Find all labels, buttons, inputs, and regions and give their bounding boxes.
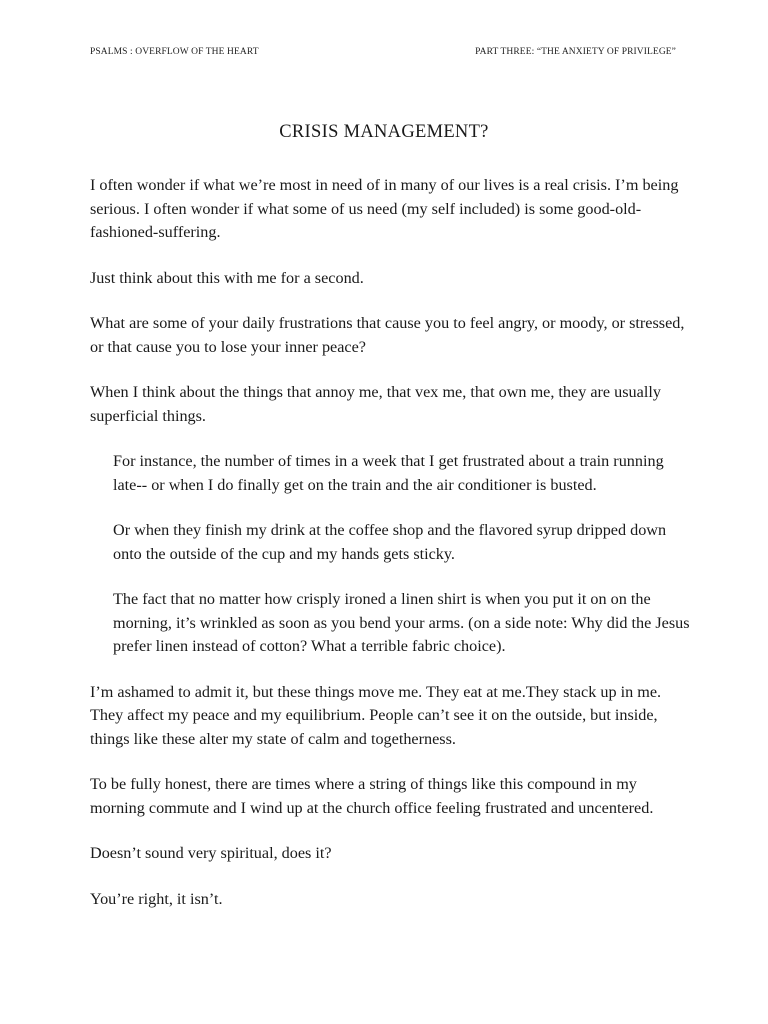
paragraph: I’m ashamed to admit it, but these things move me. They eat at me.They stack up in me. They affect my peace and my equilibrium. People can’t see it on the outside, but inside, things like these alter my state of calm and togetherness. <box>90 682 662 748</box>
paragraph: When I think about the things that annoy me, that vex me, that own me, they are usually superficial things. <box>90 383 661 425</box>
page-title: CRISIS MANAGEMENT? <box>279 122 489 142</box>
running-header-right: PART THREE: “THE ANXIETY OF PRIVILEGE” <box>475 47 676 57</box>
indented-paragraph: The fact that no matter how crisply ironed a linen shirt is when you put it on on the morning, it’s wrinkled as soon as you bend your arms. (on a side note: Why did the Jesus prefer linen instead of cotton? What a terrible fabric choice). <box>113 590 690 655</box>
paragraph: Just think about this with me for a second. <box>90 268 364 287</box>
running-header-left: PSALMS : OVERFLOW OF THE HEART <box>90 47 259 57</box>
indented-paragraph: Or when they finish my drink at the coffee shop and the flavored syrup dripped down onto the outside of the cup and my hands gets sticky. <box>113 521 667 563</box>
paragraph: To be fully honest, there are times where a string of things like this compound in my morning commute and I wind up at the church office feeling frustrated and uncentered. <box>90 775 654 817</box>
paragraph: You’re right, it isn’t. <box>90 889 223 908</box>
body-text <box>90 174 690 933</box>
paragraph: I often wonder if what we’re most in need of in many of our lives is a real crisis. I’m being serious. I often wonder if what some of us need (my self included) is some good-old-fashioned-suffering. <box>90 176 679 241</box>
paragraph: What are some of your daily frustrations that cause you to feel angry, or moody, or stressed, or that cause you to lose your inner peace? <box>90 314 685 356</box>
indented-paragraph: For instance, the number of times in a week that I get frustrated about a train running late-- or when I do finally get on the train and the air conditioner is busted. <box>113 452 664 494</box>
paragraph: Doesn’t sound very spiritual, does it? <box>90 844 332 862</box>
